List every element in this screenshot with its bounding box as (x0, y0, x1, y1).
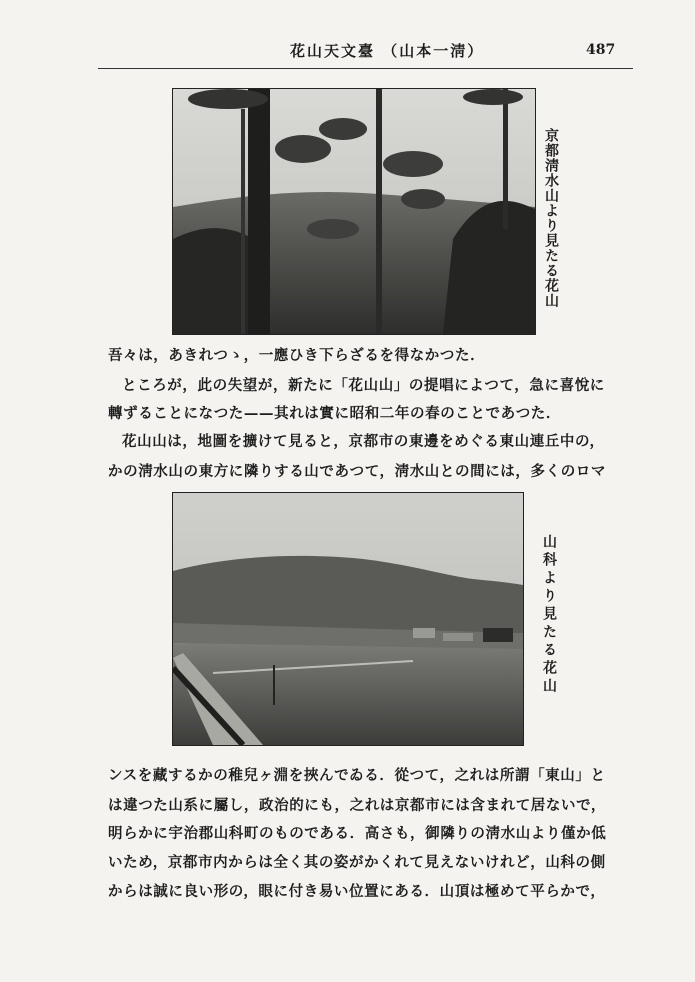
body-text-line: 吾々は，あきれつゝ，一應ひき下らざるを得なかつた． (108, 347, 486, 364)
body-text-line: 轉ずることになつた——其れは實に昭和二年の春のことであつた． (108, 405, 561, 422)
body-text-line: かの淸水山の東方に隣りする山であつて，淸水山との間には，多くのロマ (108, 463, 607, 480)
body-text-line: からは誠に良い形の，眼に付き易い位置にある．山頂は極めて平らかで， (108, 883, 606, 900)
body-text-line: 花山山は，地圖を擴けて見ると，京都市の東邊をめぐる東山連丘中の， (122, 433, 605, 450)
body-text-line: ンスを藏するかの稚兒ヶ淵を挾んでゐる．從つて，之れは所謂「東山」と (108, 767, 606, 784)
header-rule (98, 68, 633, 69)
photo-kiyomizu-view (172, 88, 536, 335)
pine-forest-photo (173, 89, 535, 334)
body-text-line: いため，京都市内からは全く其の姿がかくれて見えないけれど，山科の側 (108, 854, 606, 871)
photo-caption-kiyomizu: 京都淸水山より見たる花山 (543, 128, 559, 308)
photo-caption-yamashina: 山科より見たる花山 (541, 534, 557, 696)
landscape-photo (173, 493, 523, 745)
photo-yamashina-view (172, 492, 524, 746)
running-header-title: 花山天文臺 （山本一淸） (290, 42, 485, 60)
body-text-line: は違つた山系に屬し，政治的にも，之れは京都市には含まれて居ないで， (108, 797, 607, 814)
body-text-line: ところが，此の失望が，新たに「花山山」の提唱によつて，急に喜悅に (122, 377, 605, 394)
body-text-line: 明らかに宇治郡山科町のものである．高さも，御隣りの淸水山より僅か低 (108, 825, 607, 842)
page-number: 487 (586, 42, 616, 58)
